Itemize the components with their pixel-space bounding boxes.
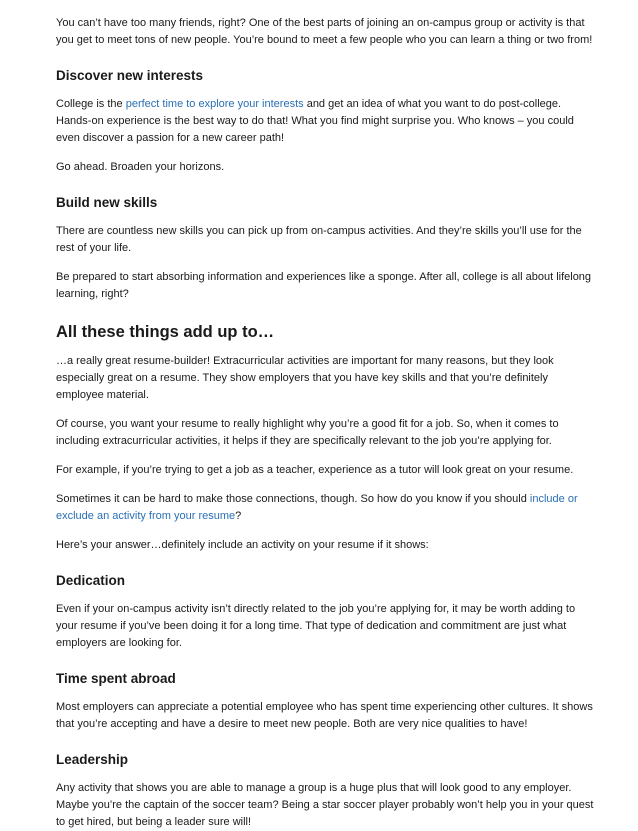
discover-text-before-link: College is the	[56, 98, 126, 110]
skills-paragraph-2: Be prepared to start absorbing information and experiences like a sponge. After all, college is all about lifelong learning, right?	[56, 271, 592, 300]
intro-paragraph: You can’t have too many friends, right? One of the best parts of joining an on-campus group or activity is that you get to meet tons of new people. You’re bound to meet a few people who you can learn a thing or two from!	[56, 17, 593, 46]
heading-time-spent-abroad: Time spent abroad	[56, 671, 176, 686]
discover-paragraph-2: Go ahead. Broaden your horizons.	[56, 161, 225, 173]
discover-text-after-link: and get an idea of what you want to do post-college. Hands-on experience is the best way to do that! What you find might surprise you. Who knows – you could even discover a passion for a new career path!	[56, 98, 574, 144]
addup-paragraph-3: For example, if you’re trying to get a job as a teacher, experience as a tutor will look great on your resume.	[56, 464, 574, 476]
dedication-paragraph: Even if your on-campus activity isn’t directly related to the job you’re applying for, it may be worth adding to your resume if you’ve been doing it for a long time. That type of dedication and commitment are just what employers are looking for.	[56, 603, 576, 649]
heading-discover-new-interests: Discover new interests	[56, 68, 204, 83]
addup-paragraph-5: Here’s your answer…definitely include an activity on your resume if it shows:	[56, 539, 429, 551]
addup-paragraph-1: …a really great resume-builder! Extracurricular activities are important for many reasons, but they look especially great on a resume. They show employers that you have key skills and that you’re definitely employee material.	[56, 355, 554, 401]
heading-dedication: Dedication	[56, 573, 126, 588]
abroad-paragraph: Most employers can appreciate a potential employee who has spent time experiencing other cultures. It shows that you’re accepting and have a desire to meet new people. Both are very nice qualities to have!	[56, 701, 593, 730]
addup-text-after-link: ?	[235, 510, 242, 522]
addup-paragraph-4	[56, 491, 598, 525]
addup-text-before-link: Sometimes it can be hard to make those connections, though. So how do you know if you should	[56, 493, 530, 505]
leadership-paragraph: Any activity that shows you are able to manage a group is a huge plus that will look good to any employer. Maybe you’re the captain of the soccer team? Being a star soccer player probably won’t help you in your quest to get hired, but being a leader sure will!	[56, 782, 594, 828]
discover-paragraph-1	[56, 96, 598, 147]
heading-all-these-things: All these things add up to…	[56, 323, 275, 341]
heading-leadership: Leadership	[56, 752, 129, 767]
heading-build-new-skills: Build new skills	[56, 195, 158, 210]
explore-interests-link[interactable]: perfect time to explore your interests	[125, 98, 304, 110]
include-exclude-activity-link[interactable]: include or exclude an activity from your resume	[56, 493, 578, 522]
skills-paragraph-1: There are countless new skills you can pick up from on-campus activities. And they’re skills you’ll use for the rest of your life.	[56, 225, 582, 254]
addup-paragraph-2: Of course, you want your resume to really highlight why you’re a good fit for a job. So, when it comes to including extracurricular activities, it helps if they are specifically relevant to the job you’re applying for.	[56, 418, 559, 447]
